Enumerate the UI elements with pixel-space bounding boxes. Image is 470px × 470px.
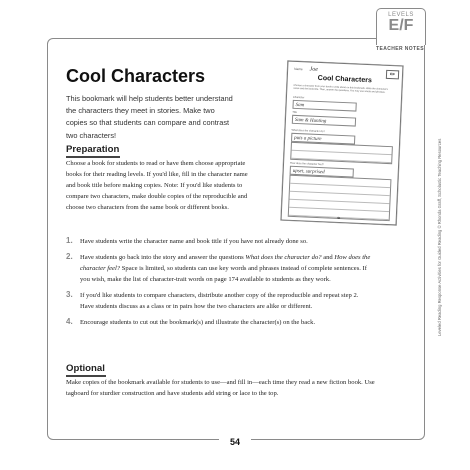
optional-text: Make copies of the bookmark available for students to use—and fill in—each time they read a new fiction book. Use tagboard for sturdier construction and have students add string or lace to the top. bbox=[66, 379, 375, 397]
page-title: Cool Characters bbox=[66, 66, 206, 86]
bookmark-does-lines bbox=[290, 142, 393, 167]
step-number: 1. bbox=[66, 236, 73, 245]
step-item bbox=[66, 236, 371, 247]
bookmark-footer: SI bbox=[337, 215, 341, 220]
optional-heading: Optional bbox=[66, 363, 105, 374]
step-text: Space is limited, so students can use key words and phrases instead of complete sentences. If you wish, make the list of character-trait words on page 174 available to students as they work. bbox=[80, 265, 367, 283]
step-item bbox=[66, 290, 371, 312]
levels-value: E/F bbox=[388, 17, 414, 34]
bookmark-does-label: What does the character do? bbox=[291, 128, 325, 134]
step-number: 4. bbox=[66, 317, 73, 326]
step-text: Encourage students to cut out the bookmark(s) and illustrate the character(s) on the back. bbox=[80, 319, 316, 326]
step-item bbox=[66, 252, 371, 285]
step-item bbox=[66, 317, 371, 328]
preparation-text: Choose a book for students to read or have them choose appropriate books for their reading levels. If you'd like, fill in the character name and book title before making copies. Note: If you'd like students to compare two characters, make double copies of the reproducible and choose two characters from the same book or different books. bbox=[66, 160, 248, 211]
step-text: If you'd like students to compare characters, distribute another copy of the reproducible and repeat step 2. Have students discuss as a class or in pairs how the two characters are alike or different. bbox=[80, 292, 359, 310]
bookmark-does-field: puts a picture bbox=[291, 133, 355, 145]
bookmark-title: Cool Characters bbox=[317, 74, 372, 85]
step-number: 3. bbox=[66, 290, 73, 299]
teacher-notes-label: TEACHER NOTES bbox=[376, 46, 424, 52]
bookmark-instructions: Choose a character from your book to write about on this bookmark. Write the character's name and the book title. Then, answer the questions. You may use words and phrases. bbox=[293, 83, 388, 94]
step-text: Have students go back into the story and answer the questions bbox=[80, 254, 246, 261]
step-number: 2. bbox=[66, 252, 73, 261]
side-credit: Leveled Reading Response Activities for Guided Reading © Rhonda Graff, Scholastic Teaching Resources bbox=[437, 138, 442, 336]
bookmark-name-label: Name bbox=[294, 66, 303, 72]
intro-text: This bookmark will help students better understand the characters they meet in stories. Make two copies so that students can compare and contrast two characters! bbox=[66, 94, 233, 140]
step-text: Have students write the character name and book title if you have not already done so. bbox=[80, 238, 308, 245]
levels-label: LEVELS bbox=[388, 12, 414, 18]
preparation-heading: Preparation bbox=[66, 144, 120, 155]
bookmark-thumbnail bbox=[281, 61, 404, 226]
step-text: and bbox=[321, 254, 335, 261]
step-question: How does the character feel? bbox=[80, 254, 371, 272]
bookmark-character-label: Character bbox=[292, 95, 305, 100]
bookmark-name-row bbox=[294, 66, 318, 73]
bookmark-name-value: Joe bbox=[309, 66, 319, 73]
page-number: 54 bbox=[219, 436, 251, 449]
bookmark-title-field: Sam & Hunting bbox=[292, 115, 356, 127]
bookmark-level-box: E/F bbox=[386, 70, 399, 80]
bookmark-feel-label: How does the character feel? bbox=[290, 161, 324, 167]
steps-list bbox=[66, 236, 371, 333]
bookmark-feel-field: upset, surprised bbox=[290, 166, 354, 178]
bookmark-character-field: Sam bbox=[292, 100, 356, 112]
bookmark-title-label: Title bbox=[292, 110, 298, 115]
levels-tab bbox=[376, 8, 426, 45]
step-question: What does the character do? bbox=[245, 254, 322, 261]
